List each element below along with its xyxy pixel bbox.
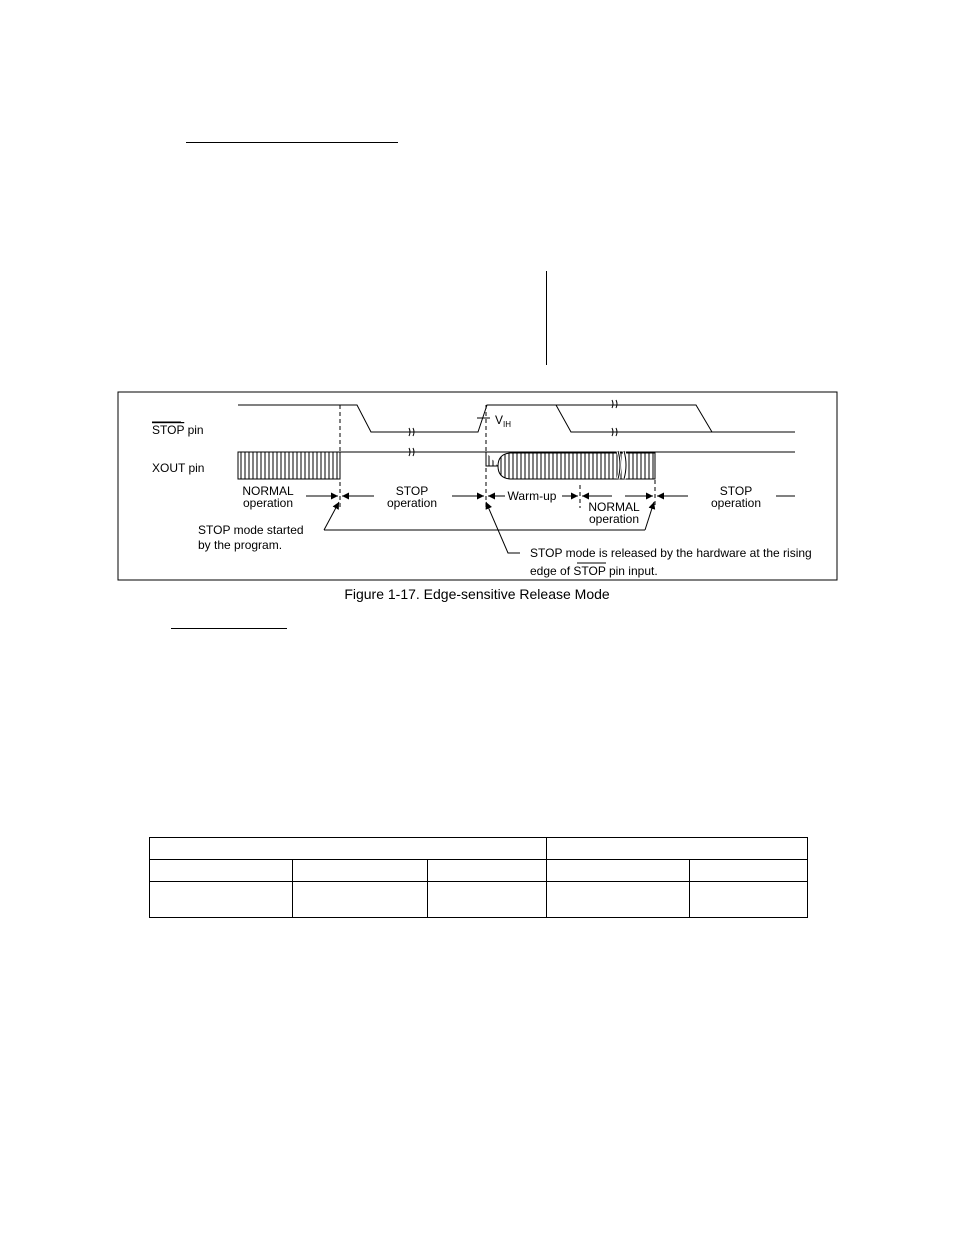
phase-stop-1-line2: operation (386, 496, 438, 510)
table-cell (690, 860, 808, 882)
phase-stop-2-line2: operation (710, 496, 762, 510)
vih-label: $V_{IH}$ (495, 413, 512, 429)
table-cell (428, 882, 547, 918)
note-stop-started-line1: STOP mode started (198, 523, 304, 537)
stop-pin-waveform-a (238, 405, 795, 432)
table-header-cell (150, 838, 547, 860)
table-row (150, 838, 808, 860)
heading-underline-middle (171, 628, 287, 629)
table-cell (690, 882, 808, 918)
table-row (150, 860, 808, 882)
table-cell (428, 860, 547, 882)
stop-pin-waveform-b (556, 405, 712, 432)
xout-oscillation-normal (238, 452, 340, 479)
note-release-line2: edge of STOP pin input. (530, 564, 658, 578)
table-cell (547, 882, 690, 918)
xout-warmup-oscillation (486, 452, 655, 479)
table-row (150, 882, 808, 918)
phase-normal-1-line2: operation (242, 496, 294, 510)
xout-pin-label: XOUT pin (152, 461, 205, 475)
table-cell (547, 860, 690, 882)
phase-stop-2-line1: STOP (719, 484, 753, 498)
phase-warmup: Warm-up (507, 489, 557, 503)
register-table (149, 837, 808, 918)
note-release-line1: STOP mode is released by the hardware at the rising (530, 546, 812, 560)
table-cell (293, 882, 428, 918)
table-cell (293, 860, 428, 882)
phase-normal-2-line1: NORMAL (588, 500, 640, 514)
phase-normal-2-line2: operation (588, 512, 640, 526)
phase-normal-1-line1: NORMAL (242, 484, 294, 498)
stop-pin-label: STOP pin (152, 423, 204, 437)
note-stop-started-line2: by the program. (198, 538, 283, 552)
phase-stop-1-line1: STOP (395, 484, 429, 498)
table-header-cell (547, 838, 808, 860)
table-cell (150, 860, 293, 882)
table-cell (150, 882, 293, 918)
figure-caption: Figure 1-17. Edge-sensitive Release Mode (344, 586, 610, 602)
